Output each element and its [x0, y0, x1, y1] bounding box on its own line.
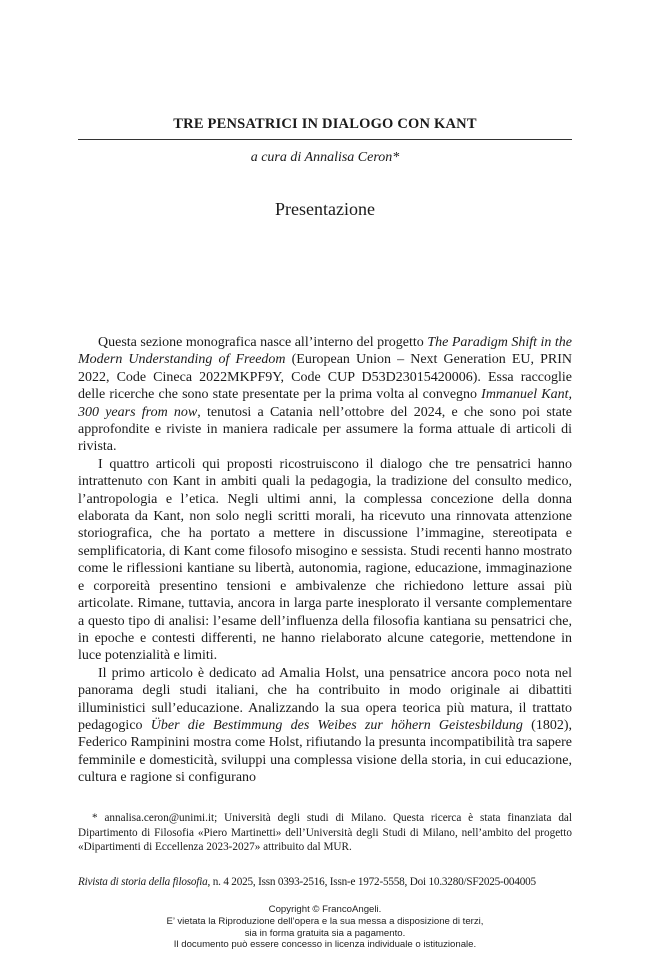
footnote: * annalisa.ceron@unimi.it; Università degli studi di Milano. Questa ricerca è stata finanziata dal Dipartimento di Filosofia «Piero Martinetti» dell’Università degli Studi di Milano, nell’ambito del progetto «Dipartimenti di Eccellenza 2023-2027» attribuito dal MUR. — [78, 812, 572, 854]
presentation-heading: Presentazione — [275, 199, 375, 219]
mur-abbreviation: MUR — [323, 841, 349, 854]
title-rule — [78, 139, 572, 140]
treatise-title: Über die Bestimmung des Weibes zur höhern Geistesbildung — [150, 717, 523, 733]
paragraph-1: Questa sezione monografica nasce all’interno del progetto The Paradigm Shift in the Modern Understanding of Freedom (European Union – Next Generation EU, PRIN 2022, Code Cineca 2022MKPF9Y, Code CUP D53D23015420006). Essa raccoglie delle ricerche che sono state presentate per la prima volta al convegno Immanuel Kant, 300 years from now, tenutosi a Catania nell’ottobre del 2024, e che sono poi state approfondite e riviste in maniera radicale per assumere la forma attuale di articoli di rivista. — [78, 335, 572, 455]
curator-line: a cura di Annalisa Ceron* — [250, 150, 400, 165]
copyright-notice: Copyright © FrancoAngeli. E’ vietata la Riproduzione dell’opera e la sua messa a disposizione di terzi, sia in forma gratuita sia a pagamento. Il documento può essere concesso in licenza individuale o istituzionale. — [166, 904, 484, 951]
journal-citation: Rivista di storia della filosofia, n. 4 2025, Issn 0393-2516, Issn-e 1972-5558, Doi 10.3280/SF2025-004005 — [78, 876, 536, 888]
article-section-title: TRE PENSATRICI IN DIALOGO CON KANT — [173, 116, 477, 132]
project-title: The Paradigm Shift in the Modern Understanding of Freedom — [78, 335, 572, 368]
paragraph-2: I quattro articoli qui proposti ricostruiscono il dialogo che tre pensatrici hanno intrattenuto con Kant in ambiti quali la pedagogia, la tradizione del consulto medico, l’antropologia e l’etica. Negli ultimi anni, la complessa concezione della donna elaborata da Kant, non solo negli scritti morali, ha ricevuto una rinnovata attenzione storiografica, che ha portato a mettere in discussione l’immagine, stereotipata e semplificatoria, di Kant come filosofo misogino e sessista. Studi recenti hanno mostrato come le riflessioni kantiane su libertà, autonomia, ragione, educazione, immaginazione e corporeità presentino tensioni e ambivalenze che richiedono letture assai più articolate. Rimane, tuttavia, ancora in larga parte inesplorato il versante complementare a questo tipo di analisi: l’esame dell’influenza della filosofia kantiana su pensatrici che, in epoche e contesti differenti, ne hanno rielaborato alcune categorie, mettendone in luce potenzialità e limiti. — [78, 456, 572, 664]
body-text — [78, 334, 572, 787]
journal-name: Rivista di storia della filosofia — [78, 876, 208, 888]
paragraph-3: Il primo articolo è dedicato ad Amalia Holst, una pensatrice ancora poco nota nel panorama degli studi italiani, che ha contribuito in modo originale ai dibattiti illuministici sull’educazione. Analizzando la sua opera teorica più matura, il trattato pedagogico Über die Bestimmung des Weibes zur höhern Geistesbildung (1802), Federico Rampinini mostra come Holst, rifiutando la presunta incompatibilità tra sapere femminile e domesticità, sviluppi una complessa visione della storia, in cui educazione, cultura e ragione si configurano — [78, 665, 573, 786]
conference-title: Immanuel Kant, 300 years from now — [78, 387, 572, 420]
